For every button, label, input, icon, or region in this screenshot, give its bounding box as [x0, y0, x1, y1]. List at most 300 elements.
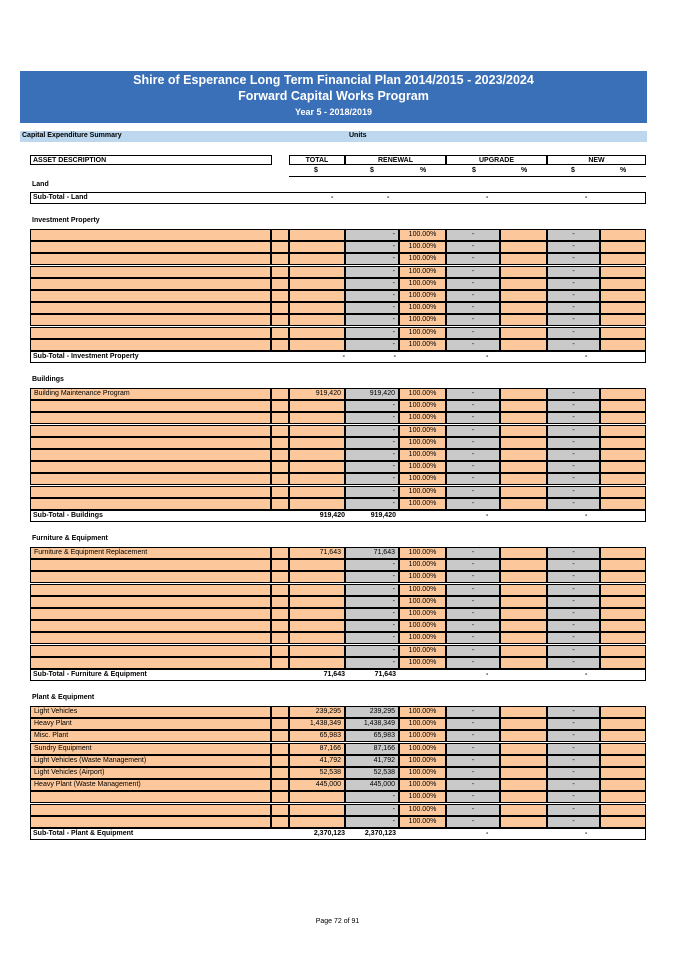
upgrade-amount-cell: -	[446, 657, 500, 669]
asset-description-cell	[30, 620, 271, 632]
summary-label: Capital Expenditure Summary	[22, 132, 122, 139]
renewal-percent-cell: 100.00%	[399, 645, 446, 657]
asset-description-label: ASSET DESCRIPTION	[33, 157, 107, 164]
spacer-cell	[271, 461, 289, 473]
renewal-percent-cell: 100.00%	[399, 755, 446, 767]
upgrade-percent-cell	[500, 584, 547, 596]
land-upgrade-dash: -	[486, 194, 489, 201]
asset-description-cell	[30, 266, 271, 278]
upgrade-percent-cell	[500, 596, 547, 608]
total-cell	[289, 449, 345, 461]
new-amount-cell: -	[547, 425, 600, 437]
spacer-cell	[271, 706, 289, 718]
total-dollar-unit: $	[314, 167, 318, 174]
new-amount-cell: -	[547, 412, 600, 424]
upgrade-percent-cell	[500, 412, 547, 424]
renewal-amount-cell: 239,295	[345, 706, 399, 718]
units-underline	[289, 176, 646, 177]
upgrade-amount-cell: -	[446, 804, 500, 816]
renewal-percent-cell: 100.00%	[399, 718, 446, 730]
total-cell: 445,000	[289, 779, 345, 791]
subtotal-label: Sub-Total - Investment Property	[33, 353, 139, 360]
spacer-cell	[271, 425, 289, 437]
new-amount-cell: -	[547, 400, 600, 412]
land-title: Land	[32, 181, 49, 188]
asset-description-cell	[30, 596, 271, 608]
new-percent-cell	[600, 718, 646, 730]
renewal-percent-cell: 100.00%	[399, 461, 446, 473]
renewal-amount-cell: -	[345, 302, 399, 314]
new-amount-cell: -	[547, 327, 600, 339]
asset-description-cell	[30, 425, 271, 437]
renewal-amount-cell: -	[345, 241, 399, 253]
renewal-percent-cell: 100.00%	[399, 388, 446, 400]
new-percent-cell	[600, 632, 646, 644]
renewal-percent-cell: 100.00%	[399, 253, 446, 265]
asset-description-cell	[30, 816, 271, 828]
total-cell: 71,643	[289, 547, 345, 559]
asset-description-cell	[30, 437, 271, 449]
upgrade-percent-cell	[500, 791, 547, 803]
new-percent-cell	[600, 229, 646, 241]
upgrade-amount-cell: -	[446, 767, 500, 779]
renewal-amount-cell: -	[345, 645, 399, 657]
upgrade-amount-cell: -	[446, 645, 500, 657]
asset-description-cell	[30, 461, 271, 473]
new-percent-unit: %	[620, 167, 627, 174]
renewal-amount-cell: -	[345, 253, 399, 265]
upgrade-percent-cell	[500, 473, 547, 485]
renewal-amount-cell: 1,438,349	[345, 718, 399, 730]
new-percent-cell	[600, 290, 646, 302]
spacer-cell	[271, 278, 289, 290]
new-percent-cell	[600, 706, 646, 718]
total-cell	[289, 327, 345, 339]
new-amount-cell: -	[547, 547, 600, 559]
renewal-percent-cell: 100.00%	[399, 412, 446, 424]
new-amount-cell: -	[547, 645, 600, 657]
new-amount-cell: -	[547, 339, 600, 351]
upgrade-amount-cell: -	[446, 314, 500, 326]
spacer-cell	[271, 314, 289, 326]
total-cell	[289, 498, 345, 510]
total-cell: 41,792	[289, 755, 345, 767]
spacer-cell	[271, 400, 289, 412]
spacer-cell	[271, 596, 289, 608]
asset-description-cell: Heavy Plant	[30, 718, 271, 730]
renewal-percent-cell: 100.00%	[399, 816, 446, 828]
subtotal-label: Sub-Total - Furniture & Equipment	[33, 671, 147, 678]
total-cell: 87,166	[289, 743, 345, 755]
upgrade-percent-cell	[500, 253, 547, 265]
total-cell	[289, 400, 345, 412]
spacer-cell	[271, 266, 289, 278]
upgrade-amount-cell: -	[446, 486, 500, 498]
section-title: Furniture & Equipment	[32, 535, 108, 542]
subtotal-upgrade: -	[486, 353, 489, 360]
subtotal-upgrade: -	[486, 671, 489, 678]
asset-description-cell: Light Vehicles	[30, 706, 271, 718]
asset-description-cell: Furniture & Equipment Replacement	[30, 547, 271, 559]
subtotal-renewal: 2,370,123	[364, 830, 396, 837]
renewal-percent-cell: 100.00%	[399, 425, 446, 437]
total-cell	[289, 632, 345, 644]
spacer-cell	[271, 412, 289, 424]
new-amount-cell: -	[547, 229, 600, 241]
new-amount-cell: -	[547, 314, 600, 326]
renewal-amount-cell: -	[345, 461, 399, 473]
asset-description-cell	[30, 645, 271, 657]
new-amount-cell: -	[547, 461, 600, 473]
upgrade-amount-cell: -	[446, 791, 500, 803]
asset-description-cell	[30, 229, 271, 241]
spacer-cell	[271, 241, 289, 253]
asset-description-cell: Sundry Equipment	[30, 743, 271, 755]
renewal-percent-cell: 100.00%	[399, 632, 446, 644]
renewal-amount-cell: -	[345, 571, 399, 583]
renewal-percent-cell: 100.00%	[399, 743, 446, 755]
renewal-amount-cell: -	[345, 473, 399, 485]
renewal-percent-cell: 100.00%	[399, 473, 446, 485]
renewal-amount-cell: -	[345, 498, 399, 510]
renewal-amount-cell: -	[345, 314, 399, 326]
upgrade-percent-cell	[500, 339, 547, 351]
spacer-cell	[271, 804, 289, 816]
new-amount-cell: -	[547, 730, 600, 742]
renewal-percent-cell: 100.00%	[399, 584, 446, 596]
upgrade-amount-cell: -	[446, 290, 500, 302]
renewal-amount-cell: -	[345, 266, 399, 278]
renewal-amount-cell: -	[345, 620, 399, 632]
upgrade-percent-cell	[500, 755, 547, 767]
renewal-percent-cell: 100.00%	[399, 229, 446, 241]
new-amount-cell: -	[547, 718, 600, 730]
spacer-cell	[271, 730, 289, 742]
renewal-percent-cell: 100.00%	[399, 486, 446, 498]
new-percent-cell	[600, 302, 646, 314]
asset-description-cell	[30, 253, 271, 265]
new-percent-cell	[600, 730, 646, 742]
renewal-percent-cell: 100.00%	[399, 278, 446, 290]
new-percent-cell	[600, 241, 646, 253]
spacer-cell	[271, 791, 289, 803]
spacer-cell	[271, 547, 289, 559]
new-amount-cell: -	[547, 486, 600, 498]
asset-description-cell	[30, 314, 271, 326]
upgrade-percent-cell	[500, 743, 547, 755]
subtotal-total: 919,420	[319, 512, 345, 519]
new-percent-cell	[600, 816, 646, 828]
total-cell	[289, 314, 345, 326]
upgrade-percent-cell	[500, 437, 547, 449]
upgrade-percent-cell	[500, 645, 547, 657]
new-percent-cell	[600, 449, 646, 461]
asset-description-cell	[30, 804, 271, 816]
subtotal-new: -	[585, 353, 588, 360]
total-cell	[289, 229, 345, 241]
new-amount-cell: -	[547, 804, 600, 816]
upgrade-percent-cell	[500, 779, 547, 791]
upgrade-amount-cell: -	[446, 388, 500, 400]
upgrade-amount-cell: -	[446, 632, 500, 644]
report-banner	[20, 71, 647, 123]
renewal-amount-cell: -	[345, 425, 399, 437]
upgrade-percent-cell	[500, 461, 547, 473]
new-amount-cell: -	[547, 241, 600, 253]
renewal-percent-cell: 100.00%	[399, 657, 446, 669]
spacer-cell	[271, 584, 289, 596]
spacer-cell	[271, 645, 289, 657]
upgrade-amount-cell: -	[446, 278, 500, 290]
spacer-cell	[271, 559, 289, 571]
asset-description-cell	[30, 632, 271, 644]
renewal-amount-cell: 87,166	[345, 743, 399, 755]
upgrade-label: UPGRADE	[478, 157, 514, 164]
renewal-amount-cell: -	[345, 449, 399, 461]
renewal-percent-cell: 100.00%	[399, 730, 446, 742]
renewal-amount-cell: -	[345, 791, 399, 803]
upgrade-percent-cell	[500, 816, 547, 828]
new-percent-cell	[600, 266, 646, 278]
subtotal-new: -	[585, 512, 588, 519]
renewal-label: RENEWAL	[378, 157, 413, 164]
upgrade-percent-cell	[500, 620, 547, 632]
renewal-percent-cell: 100.00%	[399, 449, 446, 461]
renewal-amount-cell: -	[345, 327, 399, 339]
asset-description-cell	[30, 412, 271, 424]
renewal-percent-cell: 100.00%	[399, 767, 446, 779]
total-cell	[289, 253, 345, 265]
asset-description-cell	[30, 584, 271, 596]
renewal-percent-cell: 100.00%	[399, 559, 446, 571]
new-dollar-unit: $	[571, 167, 575, 174]
upgrade-percent-unit: %	[521, 167, 528, 174]
total-cell	[289, 645, 345, 657]
renewal-percent-cell: 100.00%	[399, 791, 446, 803]
spacer-cell	[271, 632, 289, 644]
upgrade-amount-cell: -	[446, 547, 500, 559]
asset-description-cell	[30, 559, 271, 571]
renewal-percent-cell: 100.00%	[399, 804, 446, 816]
section-title: Buildings	[32, 376, 64, 383]
upgrade-amount-cell: -	[446, 473, 500, 485]
upgrade-amount-cell: -	[446, 241, 500, 253]
upgrade-percent-cell	[500, 718, 547, 730]
new-percent-cell	[600, 755, 646, 767]
asset-description-header	[30, 155, 272, 165]
new-label: NEW	[588, 157, 605, 164]
new-percent-cell	[600, 314, 646, 326]
spacer-cell	[271, 743, 289, 755]
new-percent-cell	[600, 657, 646, 669]
upgrade-amount-cell: -	[446, 461, 500, 473]
asset-description-cell	[30, 290, 271, 302]
subtotal-new: -	[585, 671, 588, 678]
renewal-amount-cell: 71,643	[345, 547, 399, 559]
section-subtotal	[30, 510, 646, 522]
spacer-cell	[271, 302, 289, 314]
subtotal-new: -	[585, 830, 588, 837]
upgrade-percent-cell	[500, 547, 547, 559]
subtotal-renewal: 919,420	[370, 512, 396, 519]
new-amount-cell: -	[547, 302, 600, 314]
upgrade-percent-cell	[500, 266, 547, 278]
section-subtotal	[30, 828, 646, 840]
upgrade-amount-cell: -	[446, 400, 500, 412]
new-percent-cell	[600, 498, 646, 510]
total-cell: 52,538	[289, 767, 345, 779]
upgrade-amount-cell: -	[446, 743, 500, 755]
new-percent-cell	[600, 425, 646, 437]
spacer-cell	[271, 779, 289, 791]
new-amount-cell: -	[547, 620, 600, 632]
renewal-percent-cell: 100.00%	[399, 241, 446, 253]
summary-bar	[20, 131, 647, 142]
renewal-amount-cell: -	[345, 559, 399, 571]
new-amount-cell: -	[547, 498, 600, 510]
asset-description-cell	[30, 486, 271, 498]
upgrade-amount-cell: -	[446, 327, 500, 339]
upgrade-amount-cell: -	[446, 730, 500, 742]
new-amount-cell: -	[547, 437, 600, 449]
new-percent-cell	[600, 461, 646, 473]
total-cell	[289, 620, 345, 632]
page-number: Page 72 of 91	[315, 918, 360, 925]
renewal-percent-cell: 100.00%	[399, 437, 446, 449]
asset-description-cell	[30, 241, 271, 253]
spacer-cell	[271, 816, 289, 828]
total-cell: 1,438,349	[289, 718, 345, 730]
upgrade-amount-cell: -	[446, 620, 500, 632]
upgrade-amount-cell: -	[446, 779, 500, 791]
total-cell	[289, 461, 345, 473]
upgrade-percent-cell	[500, 804, 547, 816]
new-amount-cell: -	[547, 816, 600, 828]
total-cell	[289, 473, 345, 485]
upgrade-percent-cell	[500, 632, 547, 644]
total-cell	[289, 241, 345, 253]
upgrade-amount-cell: -	[446, 596, 500, 608]
upgrade-amount-cell: -	[446, 425, 500, 437]
new-percent-cell	[600, 559, 646, 571]
upgrade-percent-cell	[500, 327, 547, 339]
asset-description-cell	[30, 449, 271, 461]
asset-description-cell: Misc. Plant	[30, 730, 271, 742]
new-percent-cell	[600, 645, 646, 657]
asset-description-cell	[30, 657, 271, 669]
land-renewal-dash: -	[387, 194, 390, 201]
spacer-cell	[271, 718, 289, 730]
new-amount-cell: -	[547, 449, 600, 461]
new-amount-cell: -	[547, 559, 600, 571]
total-cell	[289, 791, 345, 803]
new-amount-cell: -	[547, 596, 600, 608]
renewal-percent-cell: 100.00%	[399, 327, 446, 339]
new-percent-cell	[600, 779, 646, 791]
upgrade-percent-cell	[500, 559, 547, 571]
new-percent-cell	[600, 584, 646, 596]
new-header	[547, 155, 646, 165]
spacer-cell	[271, 571, 289, 583]
total-cell	[289, 425, 345, 437]
spacer-cell	[271, 473, 289, 485]
new-percent-cell	[600, 486, 646, 498]
report-title: Shire of Esperance Long Term Financial Plan 2014/2015 - 2023/2024	[133, 73, 534, 87]
new-percent-cell	[600, 388, 646, 400]
new-percent-cell	[600, 327, 646, 339]
subtotal-upgrade: -	[486, 830, 489, 837]
renewal-header	[345, 155, 446, 165]
renewal-percent-cell: 100.00%	[399, 302, 446, 314]
upgrade-amount-cell: -	[446, 302, 500, 314]
total-cell	[289, 596, 345, 608]
renewal-percent-cell: 100.00%	[399, 400, 446, 412]
upgrade-percent-cell	[500, 278, 547, 290]
new-amount-cell: -	[547, 253, 600, 265]
renewal-percent-unit: %	[420, 167, 427, 174]
subtotal-total: 2,370,123	[313, 830, 345, 837]
total-cell	[289, 486, 345, 498]
new-percent-cell	[600, 547, 646, 559]
total-cell	[289, 608, 345, 620]
total-cell	[289, 339, 345, 351]
upgrade-percent-cell	[500, 449, 547, 461]
upgrade-amount-cell: -	[446, 498, 500, 510]
total-cell	[289, 437, 345, 449]
upgrade-percent-cell	[500, 571, 547, 583]
renewal-amount-cell: -	[345, 486, 399, 498]
spacer-cell	[271, 253, 289, 265]
renewal-amount-cell: -	[345, 632, 399, 644]
subtotal-total: 71,643	[323, 671, 345, 678]
total-cell	[289, 816, 345, 828]
report-subtitle: Forward Capital Works Program	[238, 89, 429, 103]
renewal-percent-cell: 100.00%	[399, 571, 446, 583]
subtotal-renewal: 71,643	[374, 671, 396, 678]
new-percent-cell	[600, 791, 646, 803]
upgrade-percent-cell	[500, 290, 547, 302]
upgrade-amount-cell: -	[446, 412, 500, 424]
asset-description-cell	[30, 473, 271, 485]
renewal-amount-cell: 52,538	[345, 767, 399, 779]
section-subtotal	[30, 669, 646, 681]
upgrade-percent-cell	[500, 302, 547, 314]
upgrade-percent-cell	[500, 608, 547, 620]
renewal-amount-cell: -	[345, 412, 399, 424]
renewal-percent-cell: 100.00%	[399, 498, 446, 510]
renewal-amount-cell: 919,420	[345, 388, 399, 400]
upgrade-header	[446, 155, 547, 165]
upgrade-percent-cell	[500, 767, 547, 779]
renewal-amount-cell: 445,000	[345, 779, 399, 791]
spacer-cell	[271, 339, 289, 351]
renewal-amount-cell: -	[345, 584, 399, 596]
new-percent-cell	[600, 571, 646, 583]
renewal-amount-cell: -	[345, 437, 399, 449]
upgrade-amount-cell: -	[446, 437, 500, 449]
spacer-cell	[271, 767, 289, 779]
spacer-cell	[271, 388, 289, 400]
upgrade-amount-cell: -	[446, 571, 500, 583]
renewal-amount-cell: -	[345, 400, 399, 412]
renewal-percent-cell: 100.00%	[399, 620, 446, 632]
asset-description-cell	[30, 327, 271, 339]
upgrade-percent-cell	[500, 314, 547, 326]
asset-description-cell	[30, 498, 271, 510]
asset-description-cell: Heavy Plant (Waste Management)	[30, 779, 271, 791]
report-year: Year 5 - 2018/2019	[294, 107, 373, 117]
upgrade-amount-cell: -	[446, 449, 500, 461]
